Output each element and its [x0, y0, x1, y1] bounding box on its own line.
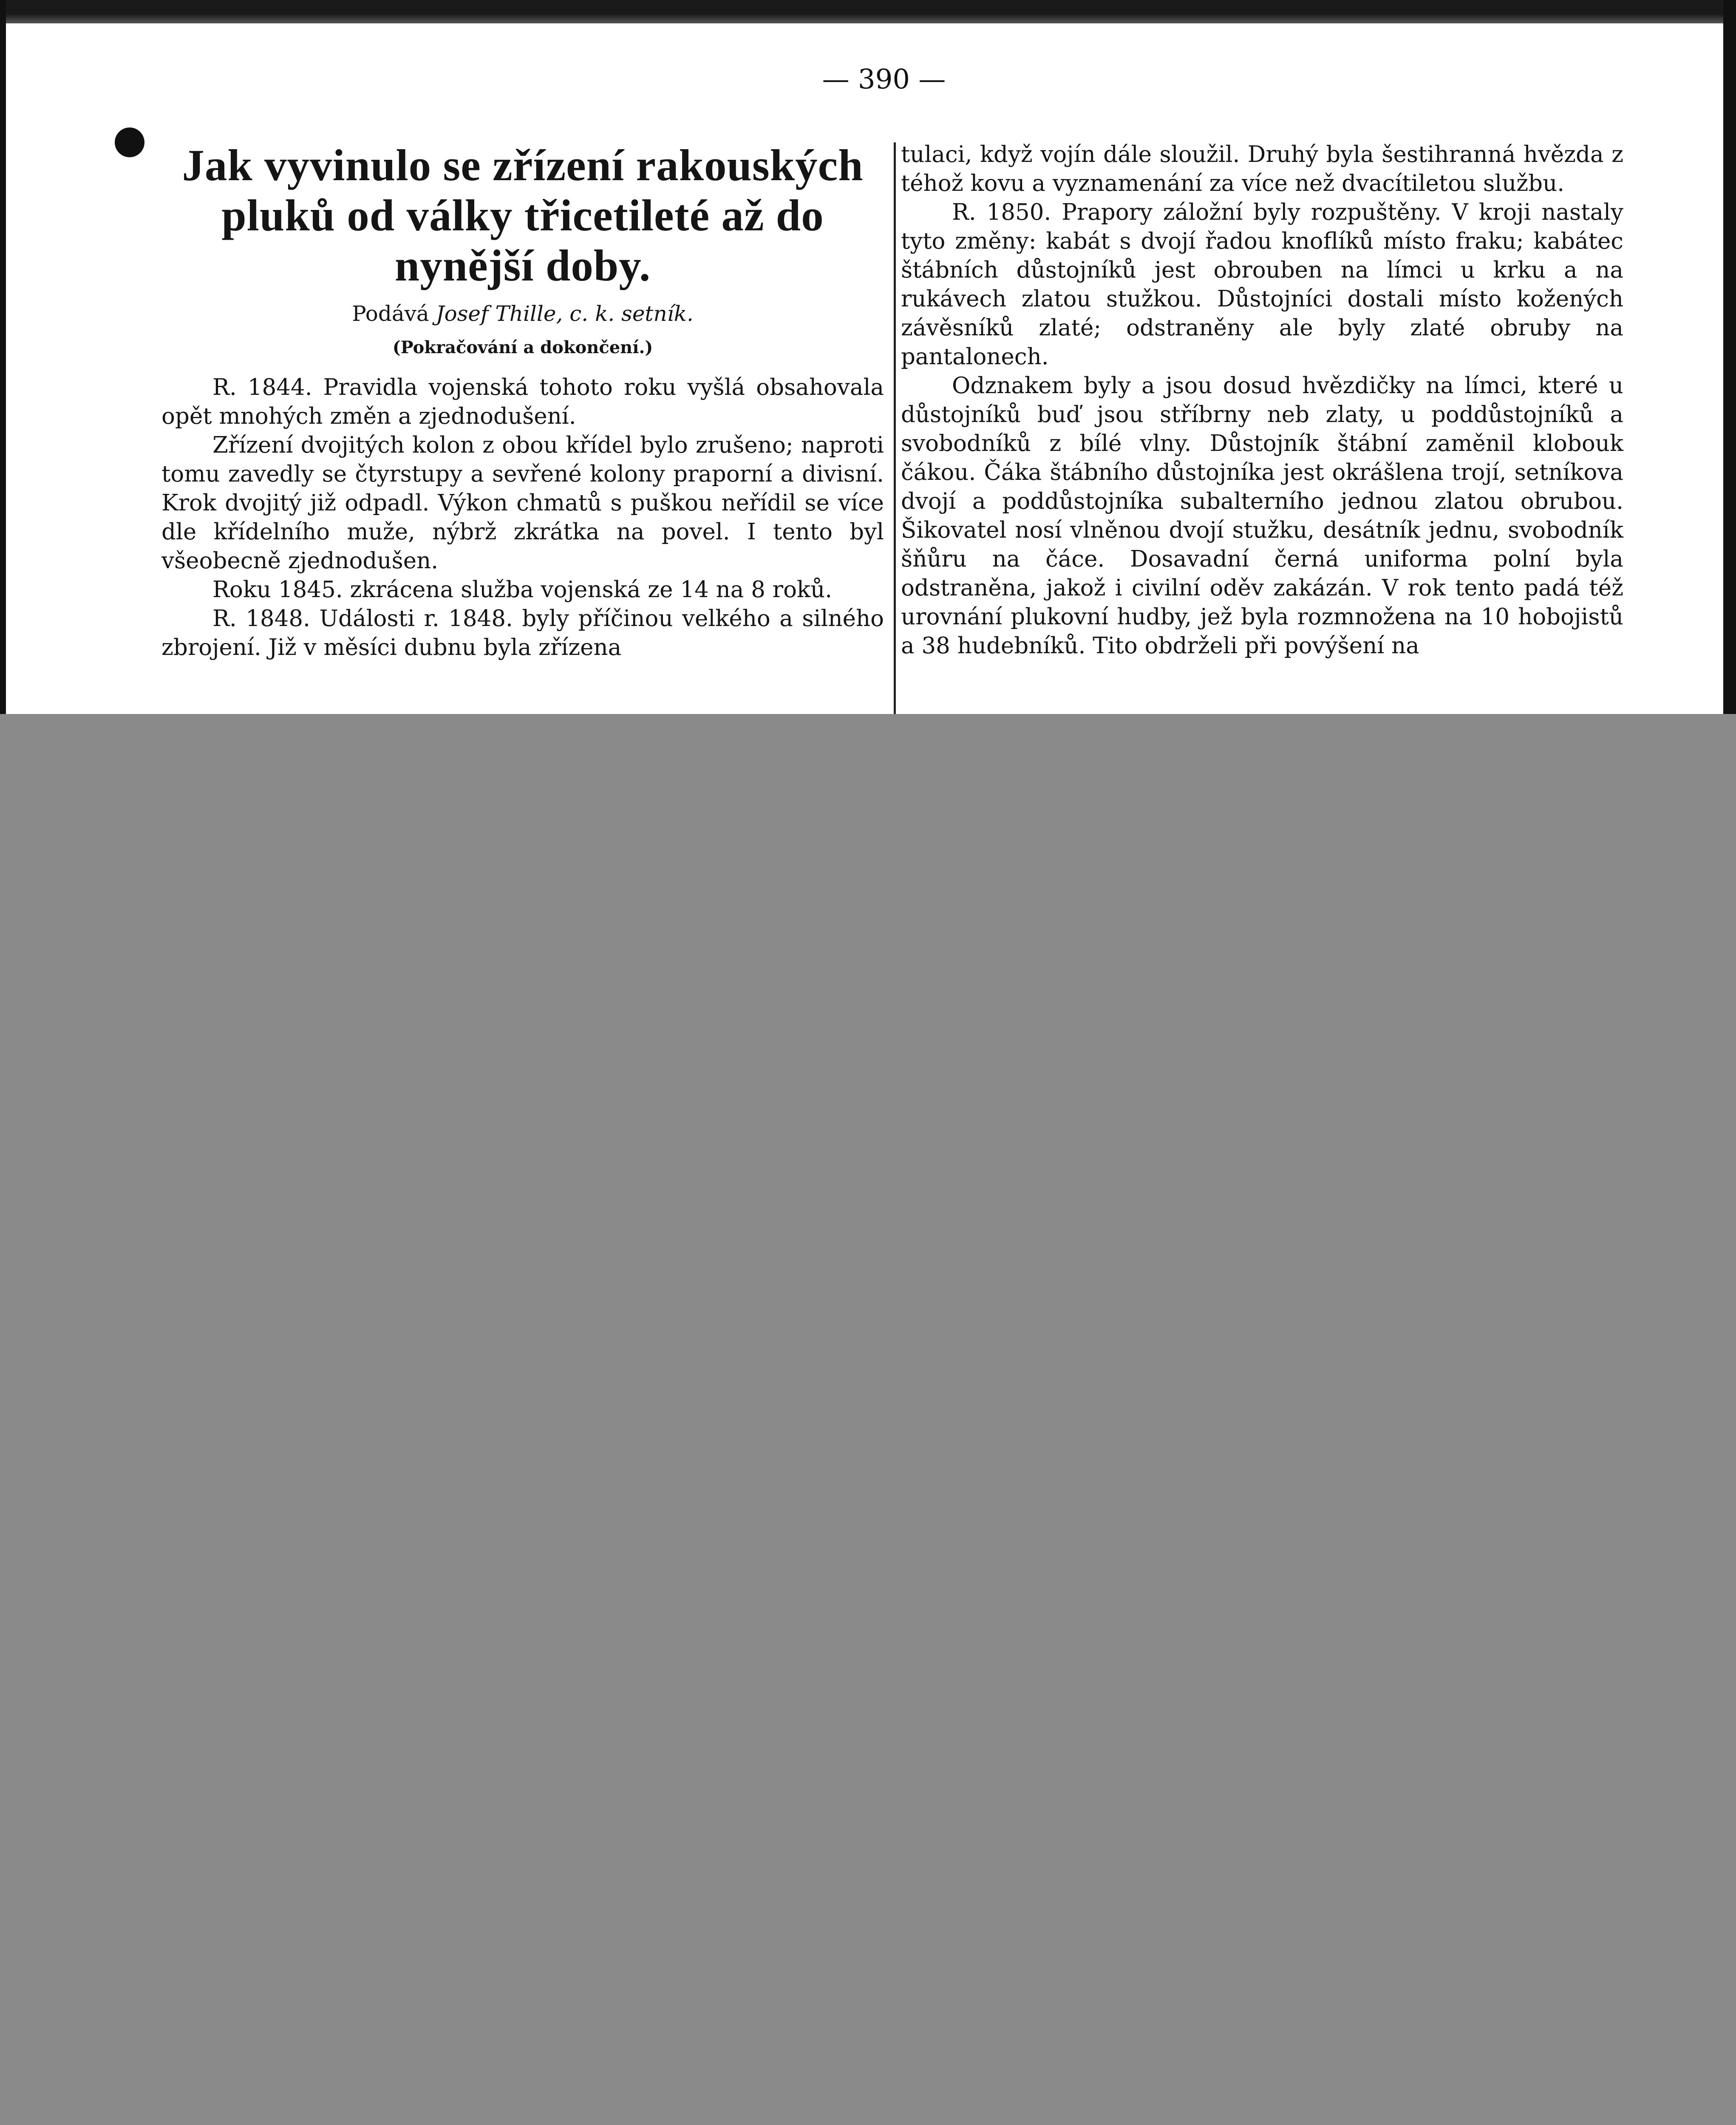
- left-column: [161, 140, 884, 662]
- left-paragraph: R. 1844. Pravidla vojenská tohoto roku vyšlá obsahovala opět mnohých změn a zjednodušení.: [161, 374, 884, 429]
- right-paragraph: R. 1850. Prapory záložní byly rozpuštěny. V kroji nastaly tyto změny: kabát s dvojí řadou knoflíků místo fraku; kabátec štábních důstojníků jest obrouben na límci u krku a na rukávech zlatou stužkou. Důstojníci dostali místo kožených závěsníků zlaté; odstraněny ale byly zlaté obruby na pantalonech.: [901, 199, 1623, 370]
- left-paragraph: Roku 1845. zkrácena služba vojenská ze 14 na 8 roků.: [212, 577, 833, 603]
- left-paragraph: R. 1848. Události r. 1848. byly příčinou velkého a silného zbrojení. Již v měsíci dubnu byla zřízena: [161, 606, 884, 660]
- article-byline: [161, 298, 884, 329]
- right-paragraph: Odznakem byly a jsou dosud hvězdičky na límci, které u důstojníků buď jsou stříbrny neb zlaty, u poddůstojníků a svobodníků z bílé vlny. Důstojník štábní zaměnil klobouk čákou. Čáka štábního důstojníka jest okrášlena trojí, setníkova dvojí a poddůstojníka subalterního jednou zlatou obrubou. Šikovatel nosí vlněnou dvojí stužku, desátník jednu, svobodník šňůru na čáce. Dosavadní černá uniforma polní byla odstraněna, jakož i civilní oděv zakázán. V rok tento padá též urovnání plukovní hudby, jež byla rozmnožena na 10 hobojistů a 38 hudebníků. Tito obdrželi při povýšení na: [901, 373, 1623, 659]
- byline-prefix: Podává: [352, 301, 436, 326]
- scanned-page: [0, 0, 1736, 714]
- column-divider: [894, 142, 896, 714]
- page-number: — 390 —: [822, 64, 946, 95]
- ink-dot-mark: [115, 128, 144, 157]
- right-paragraph: tulaci, když vojín dále sloužil. Druhý byla šestihranná hvězda z téhož kovu a vyznamenání za více než dvacítiletou službu.: [901, 142, 1623, 196]
- scan-border-left: [0, 0, 6, 714]
- scan-border-right: [1723, 0, 1736, 714]
- scan-border-top: [0, 0, 1736, 23]
- left-paragraph: Zřízení dvojitých kolon z obou křídel bylo zrušeno; naproti tomu zavedly se čtyrstupy a sevřené kolony praporní a divisní. Krok dvojitý již odpadl. Výkon chmatů s puškou neřídil se více dle křídelního muže, nýbrž zkrátka na povel. I tento byl všeobecně zjednodušen.: [161, 432, 884, 574]
- right-column: [901, 140, 1623, 660]
- continuation-note: (Pokračování a dokončení.): [392, 337, 653, 357]
- byline-author: Josef Thille, c. k. setník.: [436, 301, 694, 326]
- article-title: Jak vyvinulo se zřízení rakouských pluků od války třicetileté až do nynější doby.: [182, 140, 864, 290]
